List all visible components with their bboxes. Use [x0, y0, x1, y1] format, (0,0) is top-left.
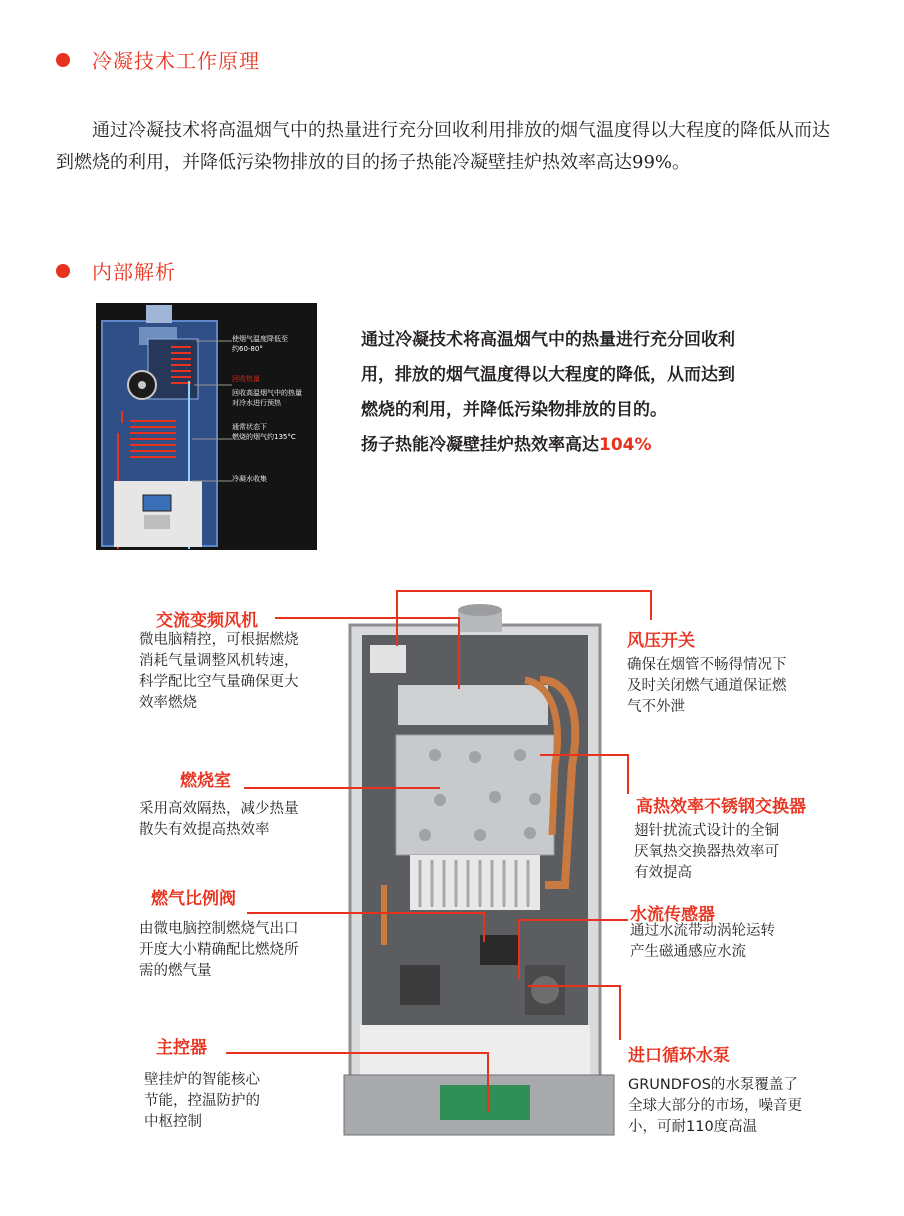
leader-line-chamber	[244, 787, 440, 789]
component-desc-exchanger: 翅针扰流式设计的全铜 厌氧热交换器热效率可 有效提高	[634, 823, 779, 881]
boiler-illustration	[340, 585, 620, 1145]
section-heading-internal	[56, 256, 176, 285]
diagram-label-3a: 通常状态下	[232, 423, 267, 431]
diagram-label-3b: 燃烧的烟气约135°C	[232, 433, 296, 441]
leader-line-exchanger	[627, 754, 629, 794]
component-title-chamber: 燃烧室	[180, 771, 231, 791]
component-title-flow-sensor: 水流传感器	[630, 905, 715, 925]
intro-paragraph: 通过冷凝技术将高温烟气中的热量进行充分回收利用排放的烟气温度得以大程度的降低从而达到燃烧的利用，并降低污染物排放的目的扬子热能冷凝壁挂炉热效率高达99%。	[56, 120, 830, 173]
leader-line-flow	[518, 919, 520, 979]
description-line	[361, 428, 861, 463]
leader-line-controller	[487, 1052, 489, 1112]
leader-line-controller	[226, 1052, 488, 1054]
diagram-label-1b: 约60-80°	[232, 345, 263, 353]
efficiency-text: 扬子热能冷凝壁挂炉热效率高达	[361, 435, 599, 455]
diagram-label-2-title: 回收热量	[232, 375, 260, 383]
diagram-label-1a: 使烟气温度降低至	[232, 335, 288, 343]
condensing-diagram	[96, 303, 317, 550]
leader-line-flow	[518, 919, 628, 921]
section-title: 内部解析	[92, 260, 176, 284]
bullet-dot-icon	[56, 53, 70, 67]
condensing-diagram-graphic	[96, 303, 317, 550]
leader-line-fan	[275, 617, 460, 619]
component-title-controller: 主控器	[156, 1038, 207, 1058]
section-heading-principle	[56, 45, 260, 74]
component-title-pump: 进口循环水泵	[628, 1046, 730, 1066]
leader-line-pressure	[396, 590, 398, 646]
bullet-dot-icon	[56, 264, 70, 278]
leader-line-pressure	[396, 590, 651, 592]
component-desc-pressure: 确保在烟管不畅得情况下 及时关闭燃气通道保证燃 气不外泄	[627, 657, 787, 715]
leader-line-gas-valve	[483, 912, 485, 942]
component-desc-gas-valve: 由微电脑控制燃烧气出口 开度大小精确配比燃烧所 需的燃气量	[139, 921, 299, 979]
description-line: 燃烧的利用，并降低污染物排放的目的。	[361, 400, 667, 420]
description-block	[361, 323, 861, 463]
leader-line-pump	[619, 985, 621, 1040]
component-title-exchanger: 高热效率不锈钢交换器	[636, 797, 806, 817]
diagram-label-4: 冷凝水收集	[232, 475, 267, 483]
diagram-label-2b: 对冷水进行预热	[232, 399, 281, 407]
leader-line-gas-valve	[247, 912, 484, 914]
component-desc-controller: 壁挂炉的智能核心 节能，控温防护的 中枢控制	[144, 1072, 260, 1130]
component-title-gas-valve: 燃气比例阀	[151, 889, 236, 909]
component-desc-fan: 微电脑精控，可根据燃烧 消耗气量调整风机转速， 科学配比空气量确保更大 效率燃烧	[139, 632, 299, 711]
component-title-fan: 交流变频风机	[156, 611, 258, 631]
description-line: 通过冷凝技术将高温烟气中的热量进行充分回收利	[361, 330, 735, 350]
description-line: 用，排放的烟气温度得以大程度的降低，从而达到	[361, 365, 735, 385]
section-title: 冷凝技术工作原理	[92, 49, 260, 73]
component-desc-pump: GRUNDFOS的水泵覆盖了 全球大部分的市场，噪音更 小，可耐110度高温	[628, 1077, 802, 1135]
leader-line-pressure	[650, 590, 652, 620]
leader-line-exchanger	[540, 754, 628, 756]
component-title-pressure: 风压开关	[627, 631, 695, 651]
boiler-graphic	[340, 585, 620, 1145]
diagram-label-2a: 回收高温烟气中的热量	[232, 389, 302, 397]
component-desc-chamber: 采用高效隔热，减少热量 散失有效提高热效率	[139, 801, 299, 838]
leader-line-fan	[458, 617, 460, 689]
component-desc-flow-sensor: 通过水流带动涡轮运转 产生磁通感应水流	[630, 923, 775, 960]
leader-line-pump	[528, 985, 620, 987]
efficiency-highlight: 104%	[599, 435, 652, 455]
